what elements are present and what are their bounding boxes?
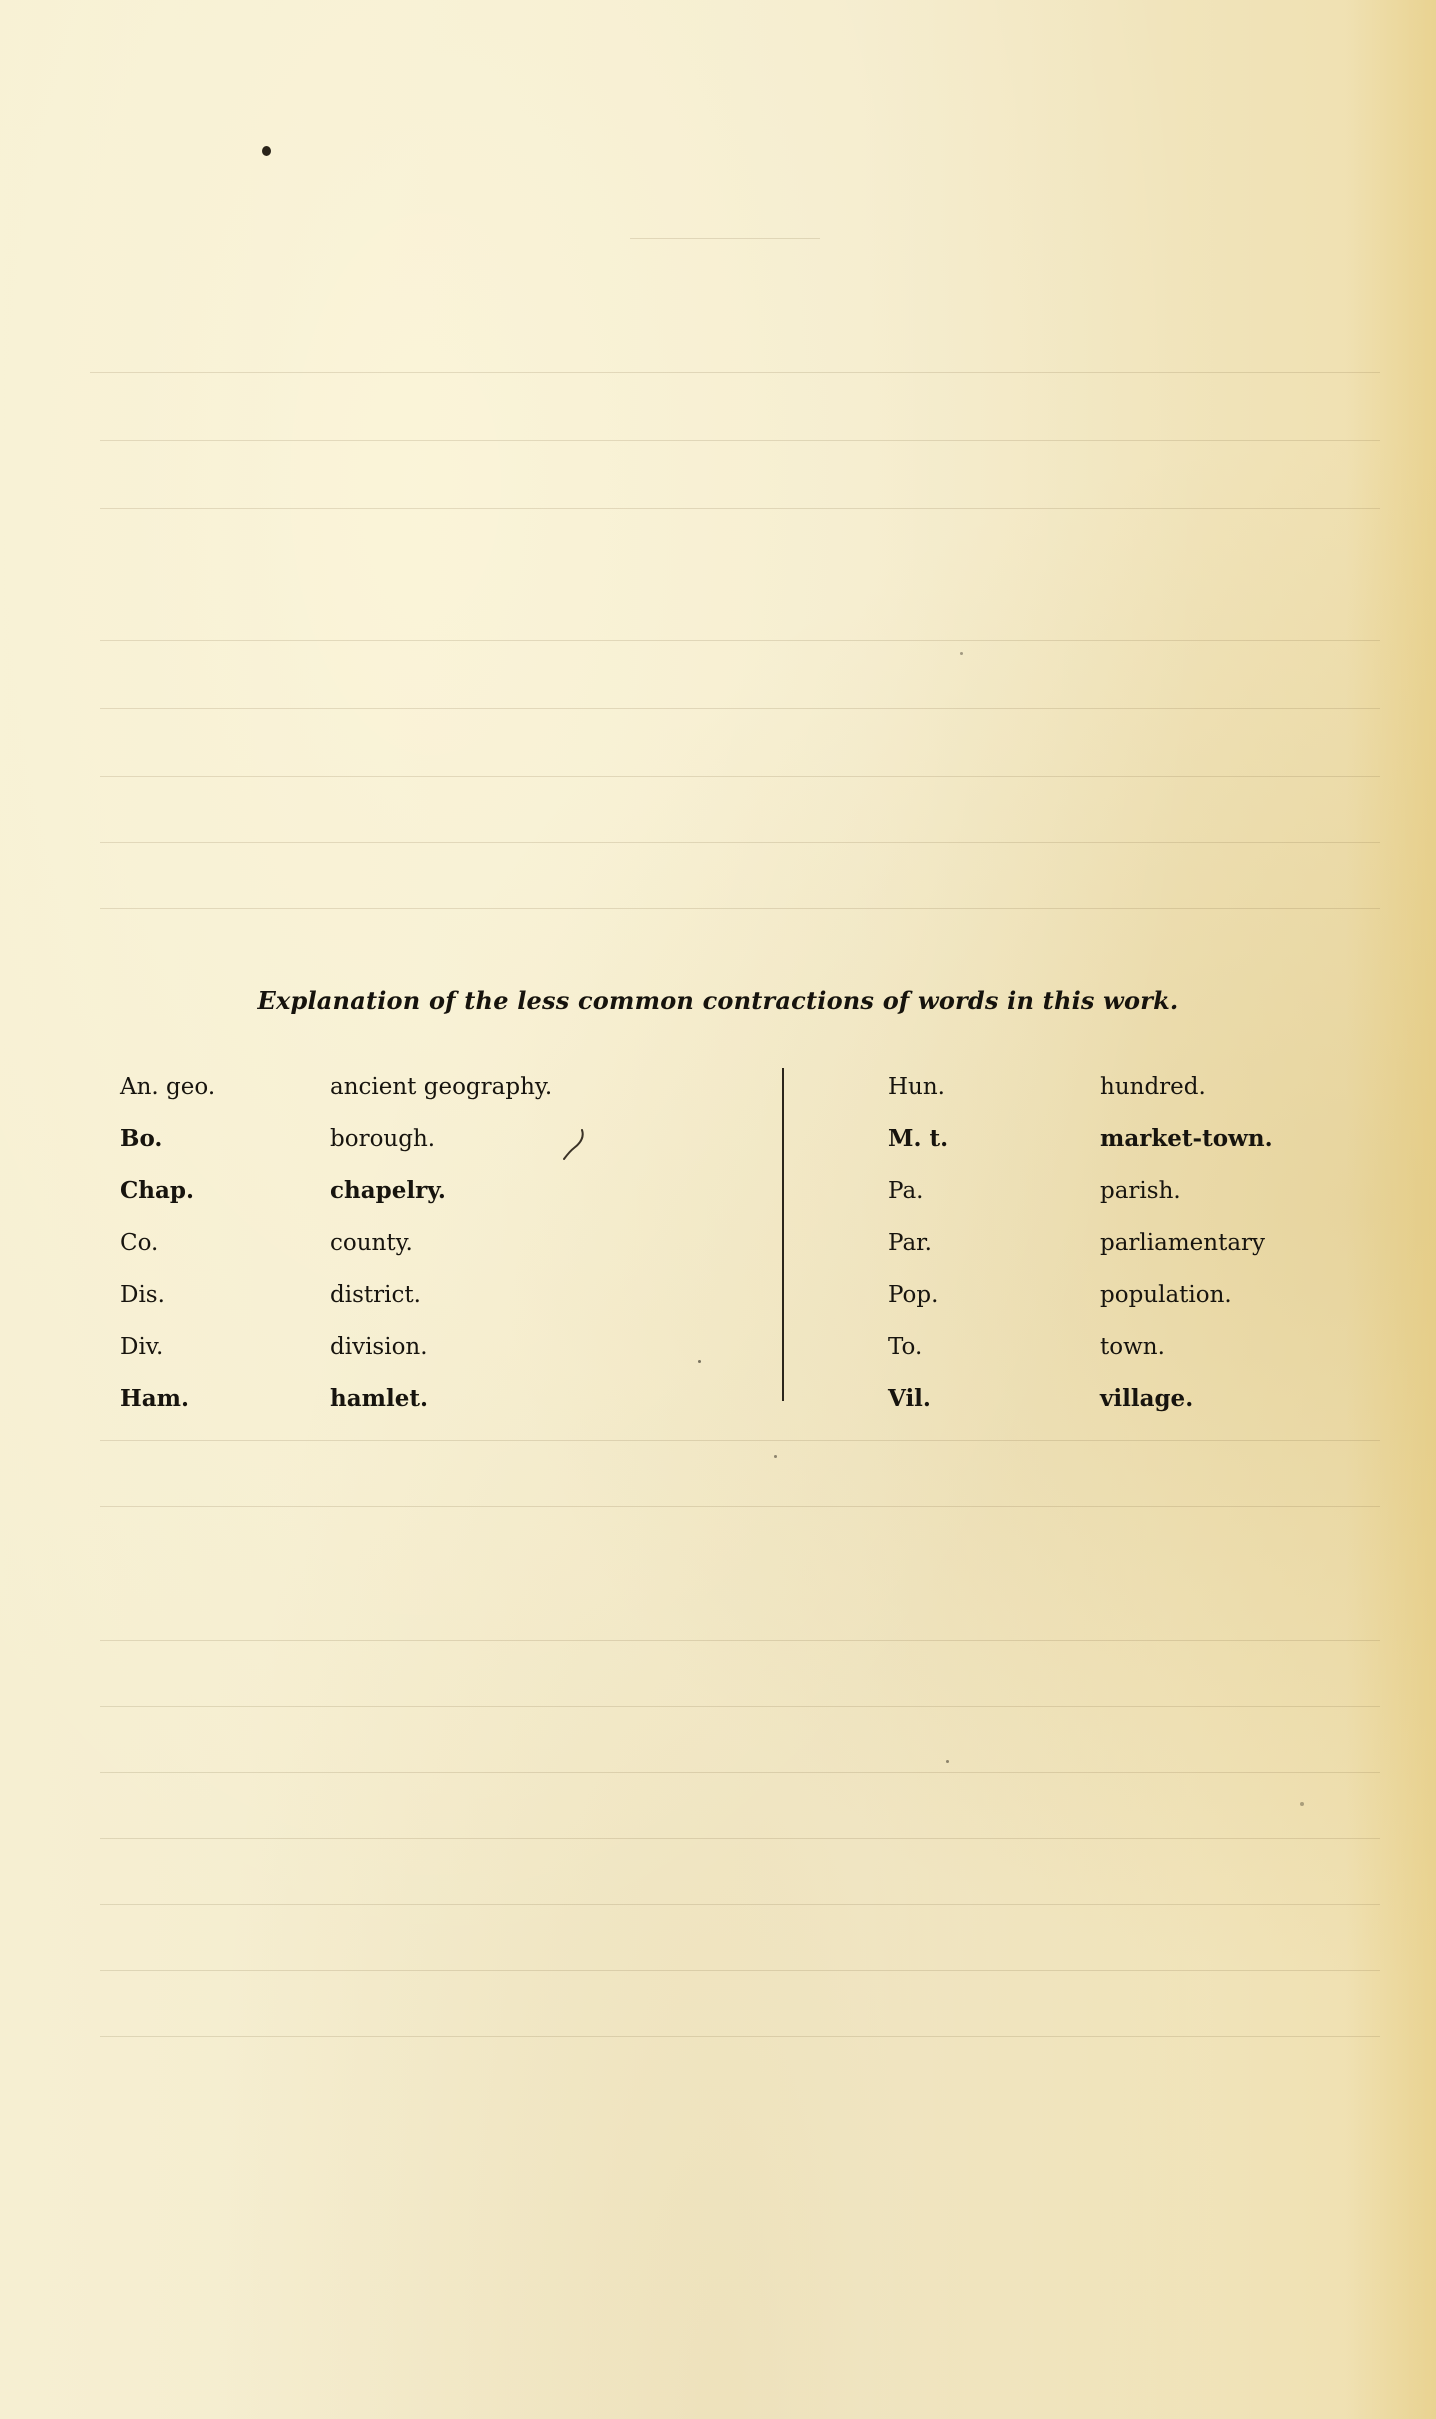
abbreviation-pa: Pa. [888,1178,924,1204]
abbreviation-vil: Vil. [888,1385,931,1412]
ink-speck [946,1760,949,1763]
abbreviation-dis: Dis. [120,1282,165,1308]
bleed-line [100,1506,1380,1507]
bleed-line [100,640,1380,641]
meaning-town: town. [1100,1334,1165,1360]
pencil-mark-icon [560,1126,590,1162]
abbreviation-div: Div. [120,1334,164,1360]
abbreviation-co: Co. [120,1230,159,1256]
abbreviation-hun: Hun. [888,1074,945,1100]
meaning-hamlet: hamlet. [330,1385,428,1412]
meaning-chapelry: chapelry. [330,1177,446,1204]
bleed-line [100,440,1380,441]
meaning-ancient-geography: ancient geography. [330,1074,553,1100]
bleed-line [90,372,1380,373]
meaning-population: population. [1100,1282,1232,1308]
bleed-line [100,1970,1380,1971]
bleed-line [100,708,1380,709]
bleed-line [100,842,1380,843]
abbreviation-ham: Ham. [120,1385,189,1412]
column-divider [782,1068,784,1401]
table-caption: Explanation of the less common contractions of words in this work. [257,986,1179,1015]
page-edge-shading [1346,0,1436,2419]
bleed-line [100,1440,1380,1441]
meaning-county: county. [330,1230,413,1256]
abbreviation-par: Par. [888,1230,932,1256]
bleed-line [100,1904,1380,1905]
meaning-borough: borough. [330,1126,436,1152]
ink-speck [774,1455,777,1458]
meaning-district: district. [330,1282,421,1308]
bleed-line [100,1772,1380,1773]
meaning-market-town: market-town. [1100,1125,1273,1152]
meaning-hundred: hundred. [1100,1074,1206,1100]
abbreviation-m-t: M. t. [888,1125,949,1152]
meaning-parliamentary: parliamentary [1100,1230,1266,1256]
bleed-line [100,1640,1380,1641]
bleed-line [100,2036,1380,2037]
ink-speck [262,146,271,156]
meaning-village: village. [1100,1385,1194,1412]
bleed-line [100,1838,1380,1839]
bleed-line [100,776,1380,777]
abbreviation-bo: Bo. [120,1125,163,1152]
ink-speck [1300,1802,1304,1806]
ink-speck [698,1360,701,1363]
abbreviation-to: To. [888,1334,923,1360]
bleed-line [100,1706,1380,1707]
meaning-parish: parish. [1100,1178,1181,1204]
bleed-line [100,908,1380,909]
abbreviation-pop: Pop. [888,1282,939,1308]
ink-speck [960,652,963,655]
bleed-line [630,238,820,239]
meaning-division: division. [330,1334,428,1360]
abbreviation-chap: Chap. [120,1177,195,1204]
abbreviation-an-geo: An. geo. [120,1074,216,1100]
bleed-line [100,508,1380,509]
